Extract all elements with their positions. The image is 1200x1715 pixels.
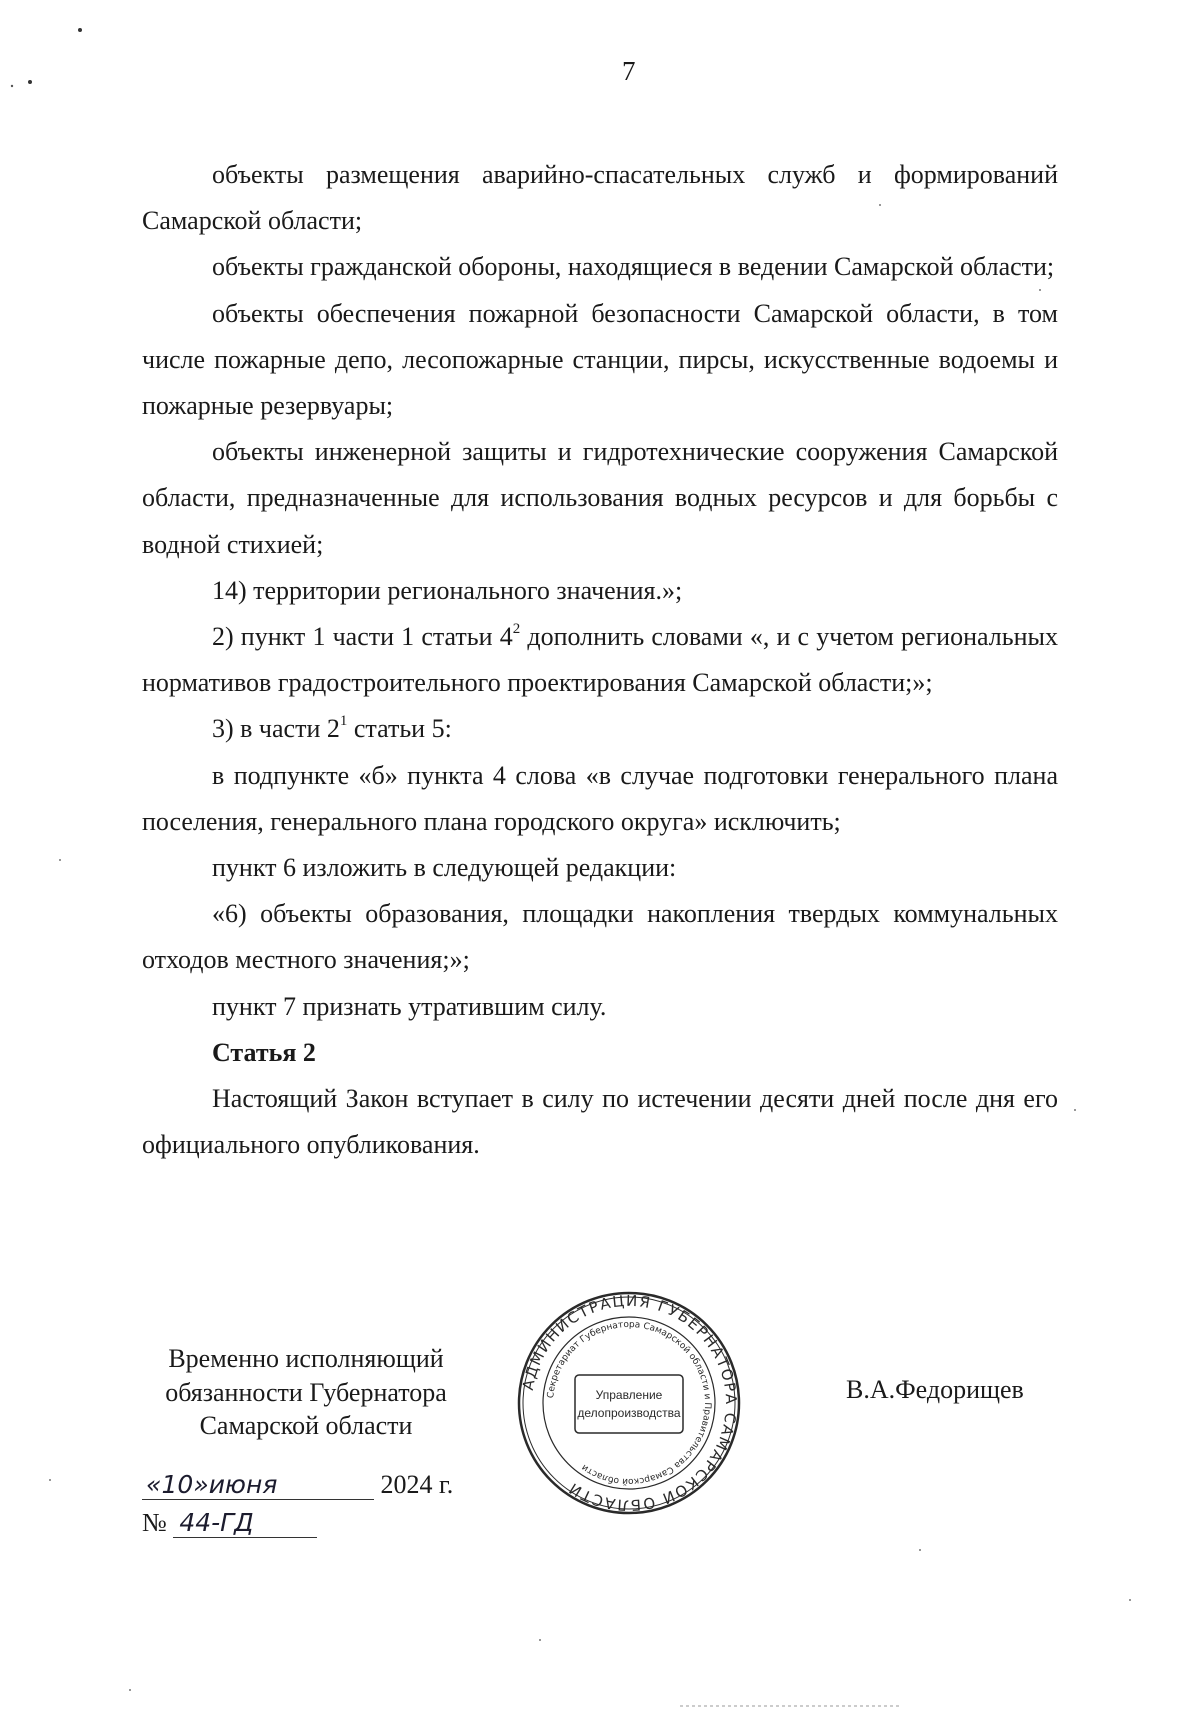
superscript: 1 (339, 713, 348, 730)
stamp-center-line: делопроизводства (577, 1406, 681, 1420)
paragraph: пункт 6 изложить в следующей редакции: (212, 853, 677, 883)
page-number: 7 (622, 56, 636, 86)
paragraph: объекты гражданской обороны, находящиеся в ведении Самарской области; (212, 252, 1055, 282)
paragraph-text: 3) в части 2 (212, 714, 340, 744)
signatory-title-line: Временно исполняющий (168, 1344, 444, 1373)
number-label: № (142, 1508, 167, 1537)
number-value: 44-ГД (173, 1508, 317, 1538)
paragraph (142, 614, 1058, 706)
paragraph-text: статьи 5: (347, 714, 452, 744)
signatory-title (140, 1342, 472, 1443)
stamp-inner-text: Секретариат Губернатора Самарской области и Правительства Самарской области (546, 1319, 713, 1487)
superscript: 2 (512, 621, 521, 638)
paragraph: 14) территории регионального значения.»; (212, 575, 683, 605)
date-open-quote: « (146, 1470, 162, 1499)
paragraph: объекты инженерной защиты и гидротехнические сооружения Самарской области, предназначенные для использования водных ресурсов и для борьбы с водной стихией; (142, 437, 1058, 559)
law-number (142, 1508, 317, 1538)
paragraph: «6) объекты образования, площадки накопления твердых коммунальных отходов местного значения;»; (142, 899, 1058, 975)
paragraph (142, 706, 1058, 752)
date-year: 2024 г. (380, 1470, 454, 1499)
signatory-name: В.А.Федорищев (846, 1375, 1024, 1404)
paragraph: объекты размещения аварийно-спасательных служб и формирований Самарской области; (142, 160, 1058, 236)
paragraph: в подпункте «б» пункта 4 слова «в случае подготовки генерального плана поселения, генерального плана городского округа» исключить; (142, 760, 1058, 836)
official-stamp (517, 1291, 741, 1515)
paragraph: объекты обеспечения пожарной безопасности Самарской области, в том числе пожарные депо, лесопожарные станции, пирсы, искусственные водоемы и пожарные резервуары; (142, 298, 1058, 421)
paragraph-text: дополнить словами «, и с учетом региональных нормативов градостроительного проектирования Самарской области;»; (142, 622, 1058, 698)
paragraph: пункт 7 признать утратившим силу. (212, 991, 607, 1021)
signing-date (142, 1470, 453, 1500)
stamp-outer-text: АДМИНИСТРАЦИЯ ГУБЕРНАТОРА САМАРСКОЙ ОБЛАСТИ (518, 1291, 741, 1515)
date-month: июня (208, 1470, 278, 1499)
handwritten-date (142, 1470, 374, 1500)
stamp-center-line: Управление (595, 1388, 663, 1402)
signatory-title-line: обязанности Губернатора (165, 1377, 447, 1407)
article-heading: Статья 2 (212, 1037, 316, 1067)
signatory-title-line: Самарской области (199, 1411, 413, 1440)
paragraph-text: 2) пункт 1 части 1 статьи 4 (212, 622, 513, 652)
paragraph: Настоящий Закон вступает в силу по истечении десяти дней после дня его официального опубликования. (142, 1084, 1058, 1160)
date-close-quote: » (193, 1470, 209, 1499)
document-body (142, 152, 1058, 1168)
date-day: 10 (161, 1470, 194, 1499)
